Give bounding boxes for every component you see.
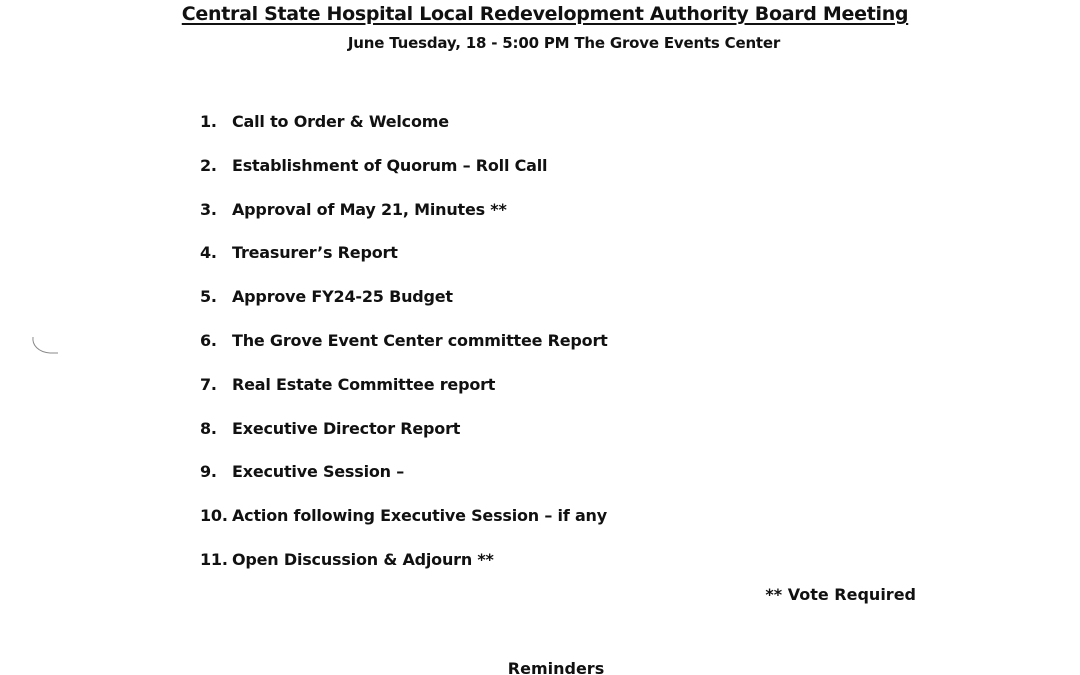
agenda-item-text: Approve FY24-25 Budget [232,287,453,307]
agenda-item-number: 11. [200,549,228,569]
agenda-item-number: 10. [200,506,228,526]
agenda-item-1 [200,112,608,156]
agenda-item-text: Call to Order & Welcome [232,112,449,131]
page-title: Central State Hospital Local Redevelopment Authority Board Meeting [181,3,909,25]
agenda-item-number: 9. [200,462,217,482]
agenda-item-number: 2. [200,155,217,175]
scan-artifact-icon [30,333,62,357]
agenda-item-6 [200,331,608,375]
agenda-item-7 [200,375,608,419]
agenda-item-text: Approval of May 21, Minutes ** [232,199,507,219]
vote-required-note: ** Vote Required [765,585,916,604]
agenda-item-number: 3. [200,199,217,219]
agenda-item-9 [200,462,608,506]
agenda-item-text: The Grove Event Center committee Report [232,330,608,350]
agenda-item-number: 4. [200,243,217,263]
agenda-item-number: 1. [200,112,217,131]
agenda-item-2 [200,156,608,200]
agenda-item-text: Open Discussion & Adjourn ** [232,549,494,569]
agenda-item-3 [200,200,608,244]
reminders-heading: Reminders [507,659,605,675]
agenda-item-5 [200,287,608,331]
agenda-list [200,112,608,594]
agenda-item-8 [200,419,608,463]
agenda-item-10 [200,506,608,550]
agenda-item-number: 7. [200,374,217,394]
agenda-item-text: Executive Session – [232,462,405,482]
meeting-date-location: June Tuesday, 18 - 5:00 PM The Grove Events Center [347,34,781,52]
agenda-item-number: 5. [200,287,217,307]
agenda-item-text: Establishment of Quorum – Roll Call [232,155,548,175]
agenda-item-text: Treasurer’s Report [232,243,398,263]
agenda-item-number: 8. [200,418,217,438]
agenda-item-text: Real Estate Committee report [232,374,496,394]
agenda-item-text: Action following Executive Session – if any [232,506,607,526]
agenda-item-11 [200,550,608,594]
agenda-item-number: 6. [200,330,217,350]
agenda-item-text: Executive Director Report [232,418,461,438]
agenda-item-4 [200,243,608,287]
